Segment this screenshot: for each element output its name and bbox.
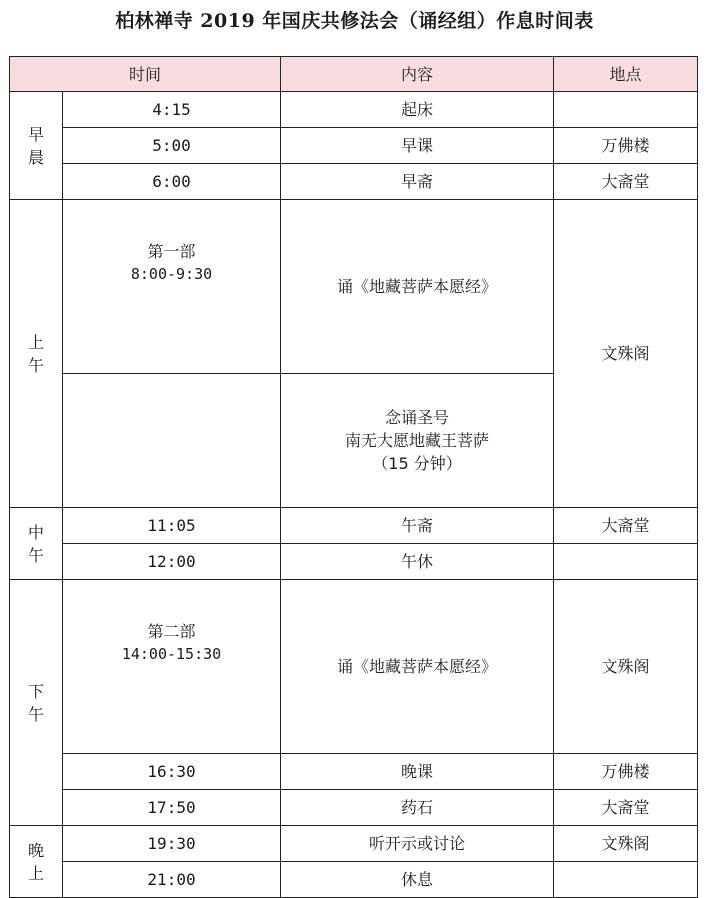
table-row (10, 128, 698, 164)
session-time-cell (63, 200, 281, 374)
table-row (10, 508, 698, 544)
schedule-table (9, 56, 698, 898)
period-noon: 中 午 (10, 508, 63, 580)
content-cell: 休息 (281, 862, 554, 898)
table-row (10, 200, 698, 374)
table-row (10, 544, 698, 580)
table-row (10, 790, 698, 826)
content-cell: 早课 (281, 128, 554, 164)
table-row (10, 92, 698, 128)
chant-line: （15 分钟） (372, 454, 462, 473)
content-cell: 午休 (281, 544, 554, 580)
period-evening: 晚 上 (10, 826, 63, 898)
place-cell (554, 862, 698, 898)
chant-content-cell (281, 374, 554, 508)
time-cell: 21:00 (63, 862, 281, 898)
time-cell: 11:05 (63, 508, 281, 544)
table-row (10, 580, 698, 754)
place-cell: 万佛楼 (554, 128, 698, 164)
place-cell: 万佛楼 (554, 754, 698, 790)
place-cell: 大斋堂 (554, 508, 698, 544)
page-title: 柏林禅寺 2019 年国庆共修法会（诵经组）作息时间表 (115, 10, 594, 32)
session-name: 第一部 (147, 242, 196, 261)
place-cell (554, 544, 698, 580)
chant-line: 念诵圣号 (385, 408, 450, 427)
place-cell: 大斋堂 (554, 164, 698, 200)
chant-line: 南无大愿地藏王菩萨 (345, 431, 490, 450)
session-time: 14:00-15:30 (121, 645, 222, 663)
header-content: 内容 (281, 57, 554, 92)
content-cell: 听开示或讨论 (281, 826, 554, 862)
table-row (10, 862, 698, 898)
place-cell (554, 92, 698, 128)
time-cell: 4:15 (63, 92, 281, 128)
content-cell: 诵《地藏菩萨本愿经》 (281, 580, 554, 754)
place-cell: 文殊阁 (554, 580, 698, 754)
time-cell: 19:30 (63, 826, 281, 862)
header-row (10, 57, 698, 92)
time-cell: 12:00 (63, 544, 281, 580)
table-row (10, 164, 698, 200)
content-cell: 晚课 (281, 754, 554, 790)
header-time: 时间 (10, 57, 281, 92)
session-time-cell (63, 580, 281, 754)
content-cell: 午斋 (281, 508, 554, 544)
period-afternoon: 下 午 (10, 580, 63, 826)
period-morning: 早 晨 (10, 92, 63, 200)
time-cell: 6:00 (63, 164, 281, 200)
content-cell: 诵《地藏菩萨本愿经》 (281, 200, 554, 374)
time-cell-empty (63, 374, 281, 508)
table-row (10, 754, 698, 790)
content-cell: 起床 (281, 92, 554, 128)
period-forenoon: 上 午 (10, 200, 63, 508)
place-cell: 大斋堂 (554, 790, 698, 826)
table-row (10, 826, 698, 862)
session-time: 8:00-9:30 (130, 265, 213, 283)
time-cell: 16:30 (63, 754, 281, 790)
session-name: 第二部 (147, 622, 196, 641)
content-cell: 早斋 (281, 164, 554, 200)
header-place: 地点 (554, 57, 698, 92)
time-cell: 17:50 (63, 790, 281, 826)
content-cell: 药石 (281, 790, 554, 826)
place-cell: 文殊阁 (554, 200, 698, 508)
place-cell: 文殊阁 (554, 826, 698, 862)
time-cell: 5:00 (63, 128, 281, 164)
